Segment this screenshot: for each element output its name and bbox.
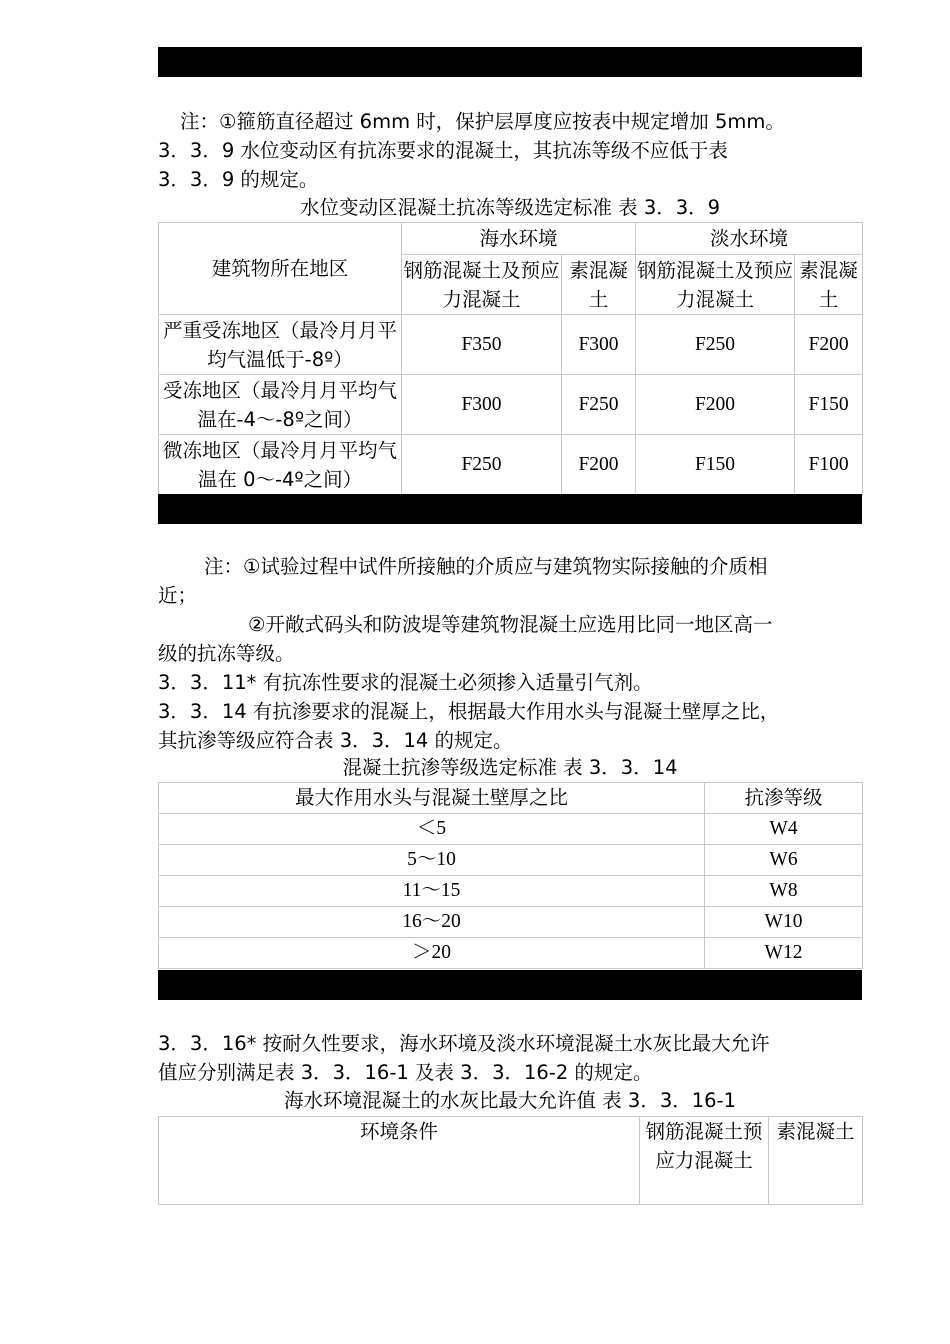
note-stirrup: 注：①箍筋直径超过 6mm 时，保护层厚度应按表中规定增加 5mm。 xyxy=(180,110,785,133)
header-plain-concrete: 素混凝土 xyxy=(769,1117,863,1205)
clause-3-3-14-line2: 其抗渗等级应符合表 3．3．14 的规定。 xyxy=(158,729,513,752)
cell-value: F250 xyxy=(402,435,562,495)
cell-value: F250 xyxy=(562,375,636,435)
cell-value: F300 xyxy=(562,315,636,375)
cell-value: F300 xyxy=(402,375,562,435)
note-open-wharf-line2: 级的抗冻等级。 xyxy=(158,642,295,665)
note-test-medium-line2: 近； xyxy=(158,584,198,607)
header-rc-prestressed: 钢筋混凝土预应力混凝土 xyxy=(640,1117,769,1205)
region-frost: 受冻地区（最冷月月平均气温在-4～-8º之间） xyxy=(159,375,402,435)
header-sea-water: 海水环境 xyxy=(402,223,636,255)
clause-3-3-11: 3．3．11* 有抗冻性要求的混凝土必须掺入适量引气剂。 xyxy=(158,671,653,694)
frost-resistance-table xyxy=(158,222,863,495)
redaction-bar-middle xyxy=(158,494,862,524)
cell-value: F250 xyxy=(636,315,795,375)
clause-3-3-16-line1: 3．3．16* 按耐久性要求，海水环境及淡水环境混凝土水灰比最大允许 xyxy=(158,1032,770,1055)
cell-value: F150 xyxy=(636,435,795,495)
table-3-3-9-caption: 水位变动区混凝土抗冻等级选定标准 表 3．3．9 xyxy=(299,196,721,219)
header-fresh-rc: 钢筋混凝土及预应力混凝土 xyxy=(636,255,795,315)
clause-3-3-9-line2: 3．3．9 的规定。 xyxy=(158,168,319,191)
table-3-3-16-1-caption: 海水环境混凝土的水灰比最大允许值 表 3．3．16-1 xyxy=(284,1089,736,1112)
impermeability-table xyxy=(158,782,863,969)
cell-ratio: 11～15 xyxy=(159,876,705,907)
note-open-wharf-line1: ②开敞式码头和防波堤等建筑物混凝土应选用比同一地区高一 xyxy=(248,613,773,636)
header-environment: 环境条件 xyxy=(159,1117,640,1205)
region-severe: 严重受冻地区（最冷月月平均气温低于-8º） xyxy=(159,315,402,375)
cell-value: F200 xyxy=(562,435,636,495)
cell-ratio: ＜5 xyxy=(159,814,705,845)
cell-value: F350 xyxy=(402,315,562,375)
clause-3-3-16-line2: 值应分别满足表 3．3．16-1 及表 3．3．16-2 的规定。 xyxy=(158,1061,653,1084)
cell-grade: W12 xyxy=(705,938,863,969)
cell-ratio: 16～20 xyxy=(159,907,705,938)
cell-grade: W8 xyxy=(705,876,863,907)
region-mild: 微冻地区（最冷月月平均气温在 0～-4º之间） xyxy=(159,435,402,495)
cell-ratio: 5～10 xyxy=(159,845,705,876)
clause-3-3-9-line1: 3．3．9 水位变动区有抗冻要求的混凝土，其抗冻等级不应低于表 xyxy=(158,139,728,162)
cell-grade: W10 xyxy=(705,907,863,938)
water-cement-ratio-table xyxy=(158,1116,863,1205)
redaction-bar-top xyxy=(158,47,862,77)
cell-value: F150 xyxy=(795,375,863,435)
cell-value: F100 xyxy=(795,435,863,495)
cell-grade: W4 xyxy=(705,814,863,845)
header-fresh-water: 淡水环境 xyxy=(636,223,863,255)
clause-3-3-14-line1: 3．3．14 有抗渗要求的混凝上，根据最大作用水头与混凝土壁厚之比， xyxy=(158,700,780,723)
cell-value: F200 xyxy=(636,375,795,435)
header-grade: 抗渗等级 xyxy=(705,783,863,814)
header-fresh-plain: 素混凝土 xyxy=(795,255,863,315)
note-test-medium-line1: 注：①试验过程中试件所接触的介质应与建筑物实际接触的介质相 xyxy=(204,555,768,578)
header-sea-rc: 钢筋混凝土及预应力混凝土 xyxy=(402,255,562,315)
header-region: 建筑物所在地区 xyxy=(159,223,402,315)
redaction-bar-lower xyxy=(158,970,862,1000)
cell-grade: W6 xyxy=(705,845,863,876)
table-3-3-14-caption: 混凝土抗渗等级选定标准 表 3．3．14 xyxy=(342,756,678,779)
cell-ratio: ＞20 xyxy=(159,938,705,969)
cell-value: F200 xyxy=(795,315,863,375)
header-sea-plain: 素混凝土 xyxy=(562,255,636,315)
header-ratio: 最大作用水头与混凝土壁厚之比 xyxy=(159,783,705,814)
